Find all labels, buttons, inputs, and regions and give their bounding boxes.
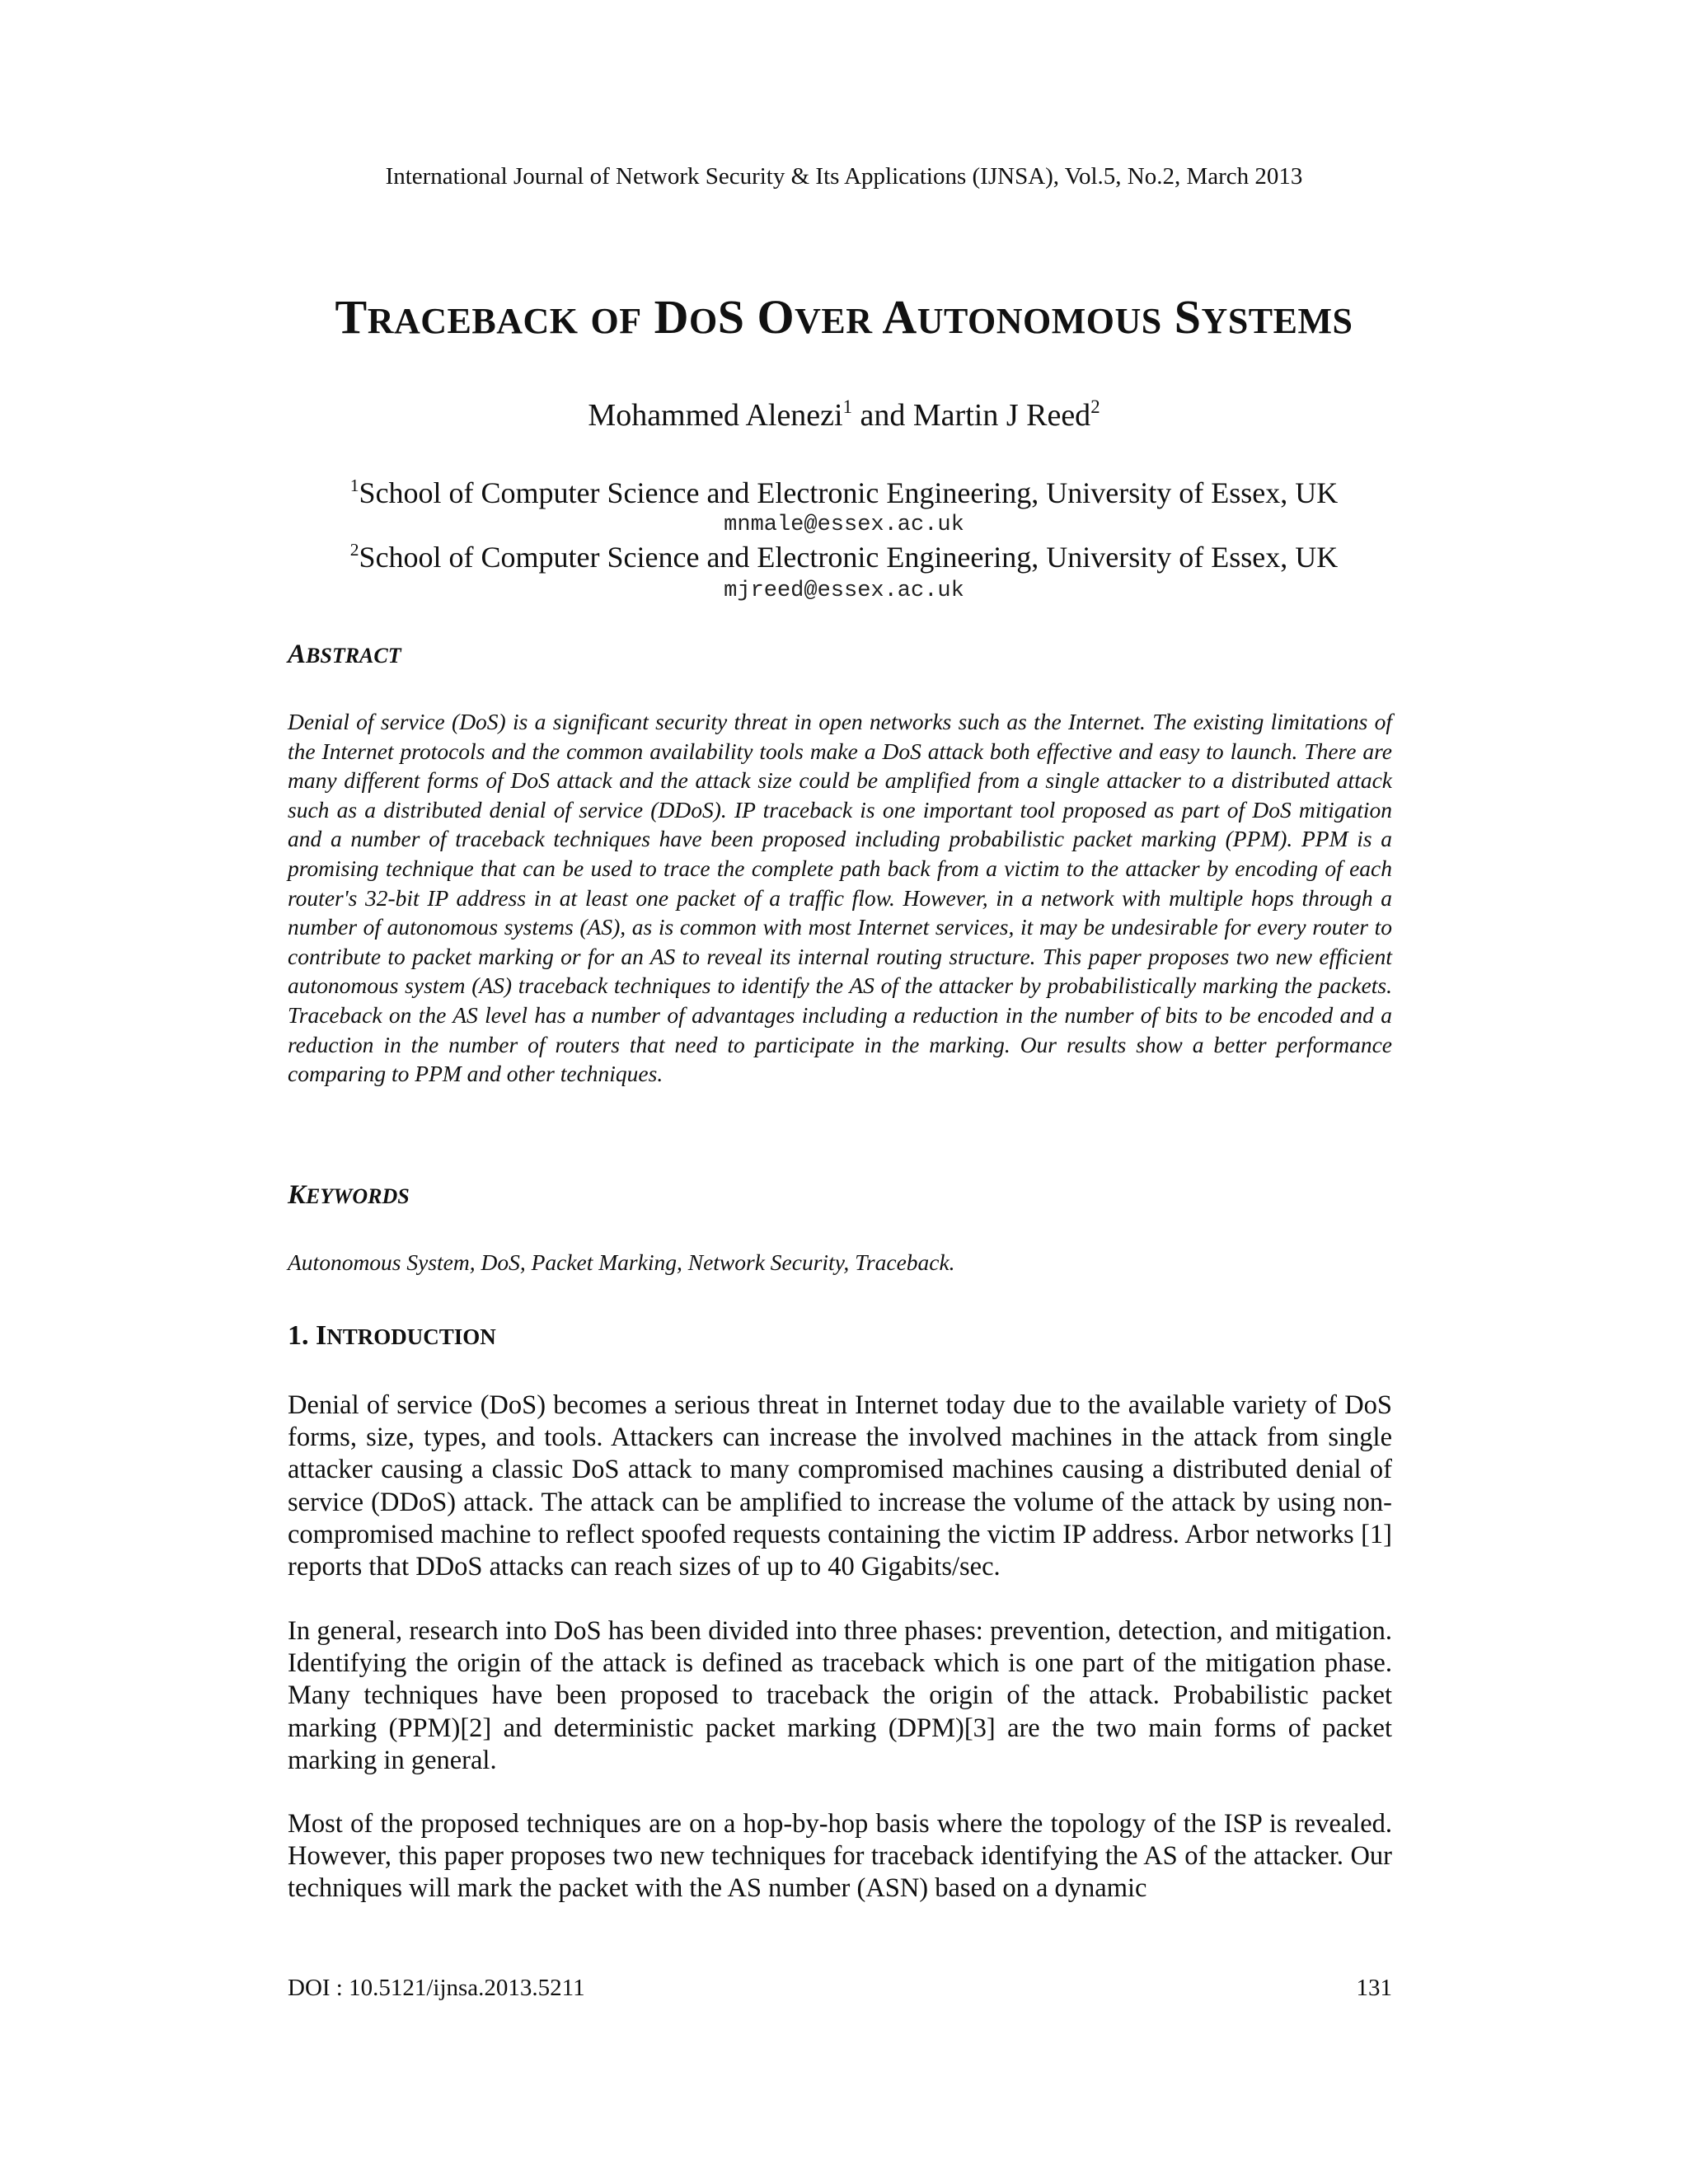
abstract-heading-cap: A (288, 640, 307, 669)
title-word-ystems: YSTEMS (1201, 301, 1353, 341)
affiliation-2 (0, 539, 1688, 575)
keywords-heading-rest: EYWORDS (306, 1184, 410, 1208)
affiliation-1 (0, 475, 1688, 511)
abstract-heading (288, 638, 401, 673)
title-word-o: O (688, 301, 718, 341)
title-cap-a: A (882, 290, 917, 344)
title-word-utonomous: UTONOMOUS (917, 301, 1162, 341)
affiliation-1-text: School of Computer Science and Electronic Engineering, University of Essex, UK (359, 476, 1339, 509)
keywords-text: Autonomous System, DoS, Packet Marking, Network Security, Traceback. (288, 1249, 955, 1275)
email-1: mnmale@essex.ac.uk (724, 513, 964, 537)
author-1-sup: 1 (842, 396, 853, 418)
abstract-text: Denial of service (DoS) is a significant security threat in open networks such as the Internet. The existing limitations of the Internet protocols and the common availability tools make a DoS attack both effective and easy to launch. There are many different forms of DoS attack and the attack size could be amplified from a single attacker to a distributed attack such as a distributed denial of service (DDoS). IP traceback is one important tool proposed as part of DoS mitigation and a number of traceback techniques have been proposed including probabilistic packet marking (PPM). PPM is a promising technique that can be used to trace the complete path back from a victim to the attacker by encoding of each router's 32-bit IP address in at least one packet of a traffic flow. However, in a network with multiple hops through a number of autonomous systems (AS), as is common with most Internet services, it may be undesirable for every router to contribute to packet marking or for an AS to reveal its internal routing structure. This paper proposes two new efficient autonomous system (AS) traceback techniques to identify the AS of the attacker by probabilistically marking the packets. Traceback on the AS level has a number of advantages including a reduction in the number of bits to be encoded and a reduction in the number of routers that need to participate in the marking. Our results show a better performance comparing to PPM and other techniques. (288, 709, 1392, 1087)
title-cap-t: T (335, 290, 368, 344)
affiliation-2-text: School of Computer Science and Electronic Engineering, University of Essex, UK (359, 541, 1339, 574)
author-conj: and (852, 398, 913, 433)
title-word-raceback: RACEBACK (367, 301, 579, 341)
email-2: mjreed@essex.ac.uk (724, 579, 964, 603)
abstract-heading-rest: BSTRACT (306, 644, 401, 668)
paper-title (0, 288, 1688, 350)
page-number: 131 (1356, 1975, 1392, 2001)
intro-paragraph-1: Denial of service (DoS) becomes a serious threat in Internet today due to the available variety of DoS forms, size, types, and tools. Attackers can increase the involved machines in the attack from single attacker causing a classic DoS attack to many compromised machines causing a distributed denial of service (DDoS) attack. The attack can be amplified to increase the volume of the attack by using non-compromised machine to reflect spoofed requests containing the victim IP address. Arbor networks [1] reports that DDoS attacks can reach sizes of up to 40 Gigabits/sec. (288, 1390, 1392, 1582)
intro-paragraph-2: In general, research into DoS has been divided into three phases: prevention, detection, and mitigation. Identifying the origin of the attack is defined as traceback which is one part of the mitigation phase. Many techniques have been proposed to traceback the origin of the attack. Probabilistic packet marking (PPM)[2] and deterministic packet marking (DPM)[3] are the two main forms of packet marking in general. (288, 1616, 1392, 1775)
keywords-heading (288, 1179, 410, 1213)
author-2-sup: 2 (1090, 396, 1100, 418)
title-word-of: OF (590, 301, 642, 341)
affiliation-1-sup: 1 (349, 475, 359, 495)
introduction-heading (288, 1319, 496, 1354)
author-1: Mohammed Alenezi (588, 398, 843, 433)
title-cap-o: O (757, 290, 795, 344)
title-word-ver: VER (795, 301, 873, 341)
title-cap-s2: S (1174, 290, 1202, 344)
author-2: Martin J Reed (912, 398, 1091, 433)
introduction-number: 1. (288, 1320, 316, 1351)
affiliation-2-sup: 2 (349, 539, 359, 560)
title-cap-d: D (654, 290, 689, 344)
keywords-heading-cap: K (288, 1180, 307, 1210)
running-head: International Journal of Network Security & Its Applications (IJNSA), Vol.5, No.2, March 2013 (385, 163, 1303, 190)
title-cap-s: S (717, 290, 745, 344)
footer-doi: DOI : 10.5121/ijnsa.2013.5211 (288, 1975, 585, 2001)
introduction-heading-rest: NTRODUCTION (326, 1324, 496, 1349)
author-line (0, 396, 1688, 435)
introduction-heading-cap: I (316, 1320, 327, 1351)
intro-paragraph-3: Most of the proposed techniques are on a hop-by-hop basis where the topology of the ISP is revealed. However, this paper proposes two new techniques for traceback identifying the AS of the attacker. Our techniques will mark the packet with the AS number (ASN) based on a dynamic (288, 1809, 1392, 1904)
